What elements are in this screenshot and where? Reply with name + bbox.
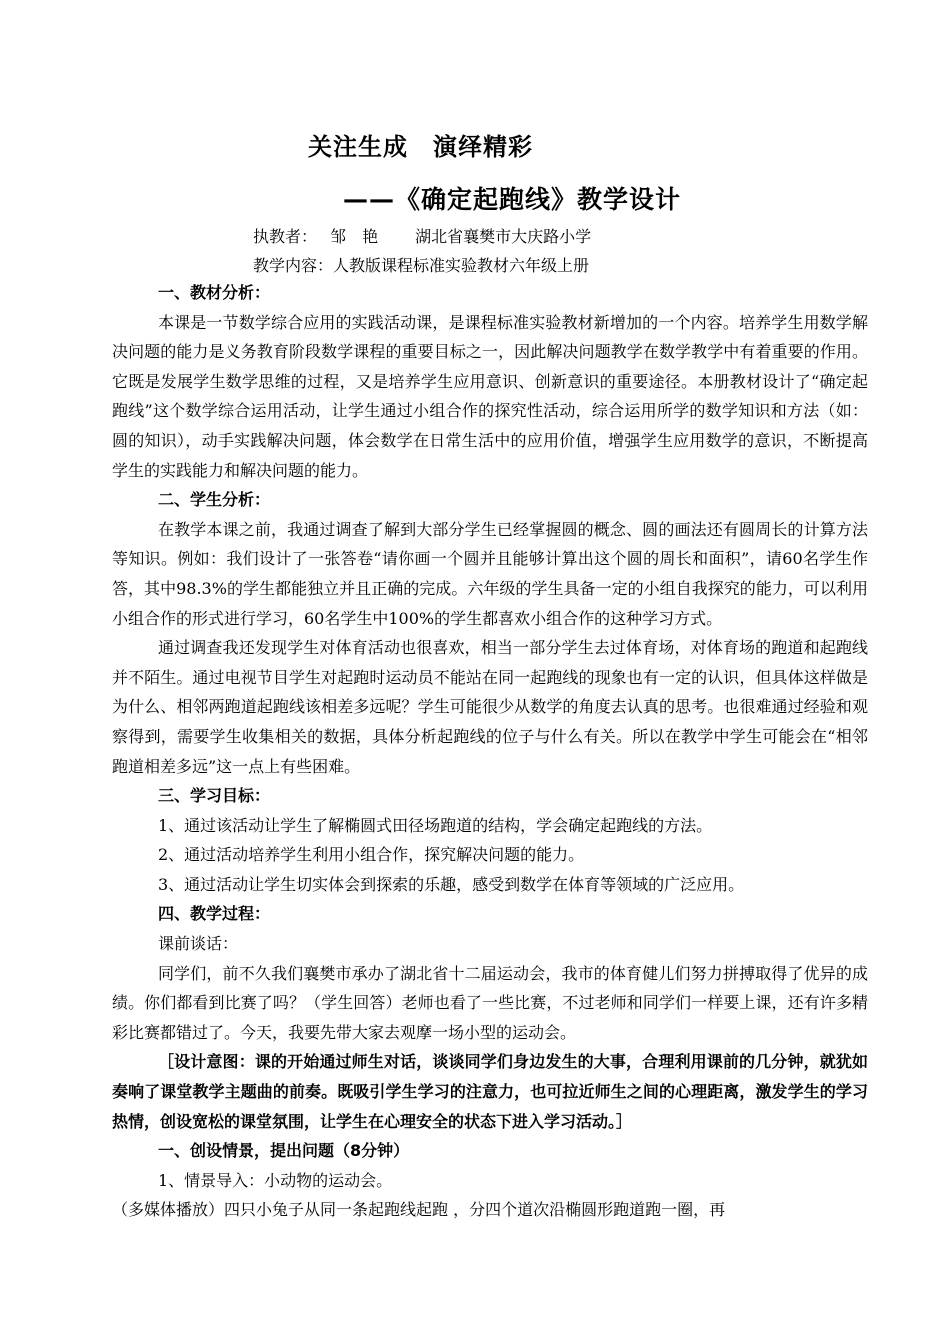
section-heading-student-analysis: 二、学生分析： xyxy=(158,490,271,510)
section-heading-learning-goals: 三、学习目标： xyxy=(158,786,271,806)
content-line: 教学内容：人教版课程标准实验教材六年级上册 xyxy=(253,256,590,275)
section-heading-textbook-analysis: 一、教材分析： xyxy=(158,283,271,302)
list-item: 3、通过活动让学生切实体会到探索的乐趣，感受到数学在体育等领域的广泛应用。 xyxy=(158,874,745,894)
paragraph: 本课是一节数学综合应用的实践活动课，是课程标准实验教材新增加的一个内容。培养学生用数学解决问题的能力是义务教育阶段数学课程的重要目标之一，因此解决问题教学在数学教学中有着重要的作用。它既是发展学生数学思维的过程，又是培养学生应用意识、创新意识的重要途径。本册教材设计了“确定起跑线”这个数学综合运用活动，让学生通过小组合作的探究性活动，综合运用所学的数学知识和方法（如：圆的知识），动手实践解决问题，体会数学在日常生活中的应用价值，增强学生应用数学的意识，不断提高学生的实践能力和解决问题的能力。 xyxy=(112,312,868,480)
list-item: 1、情景导入：小动物的运动会。 xyxy=(158,1170,393,1190)
paragraph: 在教学本课之前，我通过调查了解到大部分学生已经掌握圆的概念、圆的画法还有圆周长的计算方法等知识。例如：我们设计了一张答卷“请你画一个圆并且能够计算出这个圆的周长和面积”，请60名学生作答，其中98.3%的学生都能独立并且正确的完成。六年级的学生具备一定的小组自我探究的能力，可以利用小组合作的形式进行学习，60名学生中100%的学生都喜欢小组合作的这种学习方式。 xyxy=(112,519,868,628)
document-subtitle: ——《确定起跑线》教学设计 xyxy=(343,185,682,214)
paragraph: （多媒体播放）四只小兔子从同一条起跑线起跑 ，分四个道次沿椭圆形跑道跑一圈，再 xyxy=(112,1200,726,1220)
pre-class-label: 课前谈话： xyxy=(158,934,239,954)
document-title: 关注生成 演绎精彩 xyxy=(308,133,533,161)
list-item: 1、通过该活动让学生了解椭圆式田径场跑道的结构，学会确定起跑线的方法。 xyxy=(158,815,713,835)
document-body xyxy=(112,278,868,1225)
section-heading-teaching-process: 四、教学过程： xyxy=(158,904,271,924)
design-note: ［设计意图：课的开始通过师生对话，谈谈同学们身边发生的大事，合理利用课前的几分钟，就犹如奏响了课堂教学主题曲的前奏。既吸引学生学习的注意力，也可拉近师生之间的心理距离，激发学生的学习热情，创设宽松的课堂氛围，让学生在心理安全的状态下进入学习活动。］ xyxy=(112,1052,868,1131)
paragraph: 通过调查我还发现学生对体育活动也很喜欢，相当一部分学生去过体育场，对体育场的跑道和起跑线并不陌生。通过电视节目学生对起跑时运动员不能站在同一起跑线的现象也有一定的认识，但具体这样做是为什么、相邻两跑道起跑线该相差多远呢？学生可能很少从数学的角度去认真的思考。也很难通过经验和观察得到，需要学生收集相关的数据，具体分析起跑线的位子与什么有关。所以在教学中学生可能会在“相邻跑道相差多远”这一点上有些困难。 xyxy=(112,638,868,776)
paragraph: 同学们，前不久我们襄樊市承办了湖北省十二届运动会，我市的体育健儿们努力拼搏取得了优异的成绩。你们都看到比赛了吗？（学生回答）老师也看了一些比赛，不过老师和同学们一样要上课，还有许多精彩比赛都错过了。今天，我要先带大家去观摩一场小型的运动会。 xyxy=(112,963,868,1042)
teacher-line: 执教者： 邹 艳 湖北省襄樊市大庆路小学 xyxy=(253,227,592,246)
list-item: 2、通过活动培养学生利用小组合作，探究解决问题的能力。 xyxy=(158,845,585,865)
step-heading: 一、创设情景，提出问题（8分钟） xyxy=(158,1141,410,1161)
